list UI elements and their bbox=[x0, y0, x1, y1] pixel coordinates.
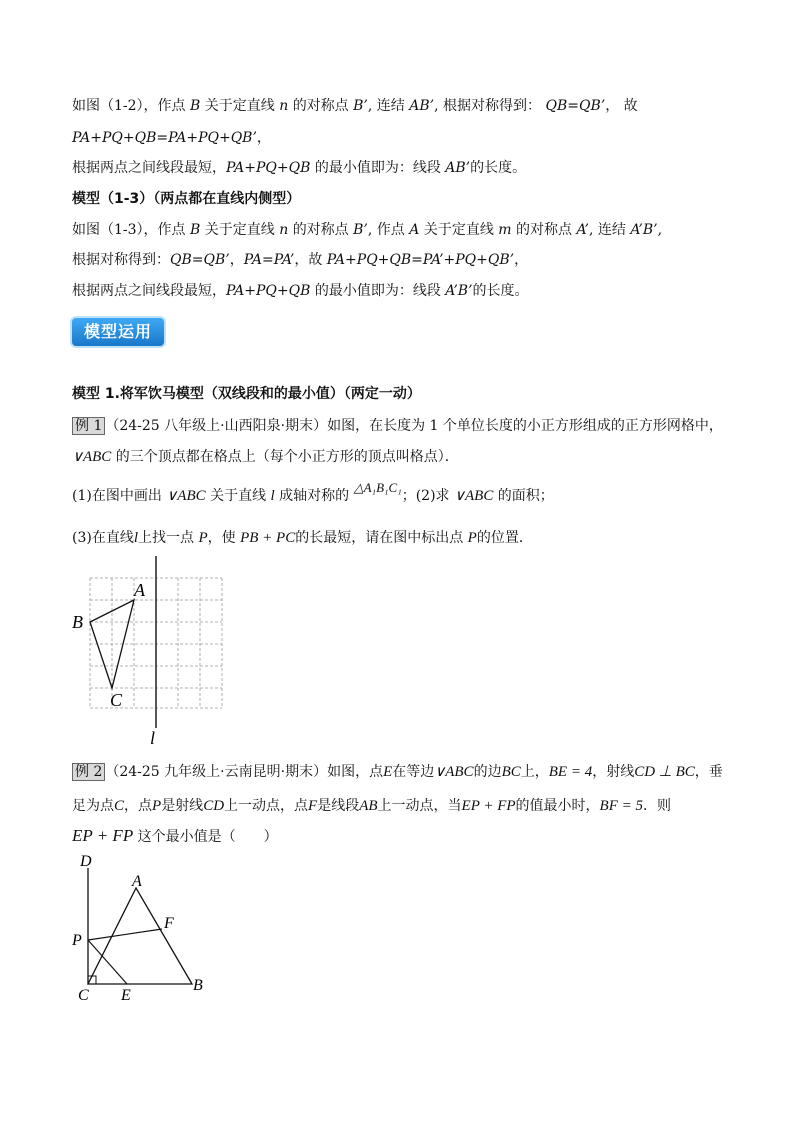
text: ，故 bbox=[294, 252, 323, 268]
example1-tag: 例 1 bbox=[72, 417, 105, 435]
math: PA+PQ+QB=PA+PQ+QB’ bbox=[72, 130, 257, 146]
math: PA+PQ+QB bbox=[226, 160, 311, 176]
model1-title: 模型 1.将军饮马模型（双线段和的最小值）（两定一动） bbox=[72, 386, 421, 402]
math: BF = 5 bbox=[599, 798, 643, 814]
text: ．则 bbox=[643, 798, 671, 814]
text: 的边 bbox=[473, 764, 502, 780]
math: CD bbox=[203, 798, 225, 814]
label-f: F bbox=[164, 915, 174, 932]
math: B bbox=[190, 98, 201, 114]
math: CD ⊥ BC bbox=[634, 764, 695, 780]
math: n bbox=[279, 98, 289, 114]
math: QB=QB’ bbox=[170, 252, 230, 268]
text: , 连结 bbox=[367, 98, 405, 114]
text: 的面积； bbox=[497, 488, 554, 504]
text: 的长度。 bbox=[472, 283, 529, 299]
label-b: B bbox=[193, 977, 203, 994]
text: 的值最小时， bbox=[515, 798, 600, 814]
text: 的对称点 bbox=[292, 98, 349, 114]
text: 的最小值即为：线段 bbox=[314, 283, 441, 299]
math: ∨ bbox=[166, 488, 178, 504]
text: 根据两点之间线段最短， bbox=[72, 283, 226, 299]
text: (3)在直线 bbox=[72, 530, 134, 546]
text: 如图（1-2），作点 bbox=[72, 98, 186, 114]
label-a: A bbox=[134, 580, 145, 600]
text: 的对称点 bbox=[292, 222, 349, 238]
text-line bbox=[72, 447, 459, 467]
text-line bbox=[72, 96, 638, 116]
text-line bbox=[72, 826, 278, 847]
math: P bbox=[152, 798, 162, 814]
text: （24-25 八年级上·山西阳泉·期末）如图，在长度为 1 个单位长度的小正方形组成的正方形网格中， bbox=[105, 418, 723, 434]
text: 关于直线 bbox=[210, 488, 267, 504]
text-line bbox=[72, 158, 526, 178]
segment-pf bbox=[88, 929, 162, 940]
text: 关于定直线 bbox=[204, 98, 275, 114]
label-c: C bbox=[110, 690, 123, 710]
text: ，点 bbox=[124, 798, 153, 814]
math: ABC bbox=[82, 449, 112, 465]
text: ， bbox=[229, 252, 244, 268]
text: 的对称点 bbox=[516, 222, 573, 238]
math: AB’ bbox=[409, 98, 435, 114]
text: , 作点 bbox=[367, 222, 405, 238]
text: ，射线 bbox=[592, 764, 635, 780]
math: A’B’ bbox=[630, 222, 658, 238]
text: ，垂 bbox=[694, 764, 723, 780]
text-line bbox=[72, 796, 671, 816]
example2-tag: 例 2 bbox=[72, 763, 105, 781]
text: 是线段 bbox=[317, 798, 360, 814]
triangle-abc bbox=[88, 888, 192, 984]
text: (1)在图中画出 bbox=[72, 488, 162, 504]
math: P bbox=[198, 530, 208, 546]
math: P bbox=[467, 530, 477, 546]
text: , 根据对称得到： bbox=[434, 98, 542, 114]
example2-figure bbox=[70, 852, 220, 1010]
math: EP + FP bbox=[72, 826, 134, 845]
text: 上找一点 bbox=[138, 530, 195, 546]
math: PA=PA’ bbox=[243, 252, 295, 268]
math: PB + PC bbox=[240, 530, 296, 546]
text: 这个最小值是（ ） bbox=[137, 829, 278, 845]
text: 的长最短，请在图中标出点 bbox=[295, 530, 464, 546]
math: ∨ bbox=[72, 449, 83, 465]
text-line bbox=[72, 528, 533, 548]
text-line bbox=[72, 220, 662, 240]
text: 根据对称得到： bbox=[72, 252, 170, 268]
text: 上一动点，点 bbox=[224, 798, 309, 814]
math: n bbox=[279, 222, 289, 238]
math: F bbox=[308, 798, 318, 814]
text: ， 故 bbox=[605, 98, 638, 114]
text: 足为点 bbox=[72, 798, 114, 814]
math: ABC bbox=[445, 764, 474, 780]
math: B bbox=[190, 222, 201, 238]
text-line bbox=[72, 480, 554, 506]
text: , bbox=[657, 222, 663, 238]
math: B’ bbox=[353, 222, 368, 238]
label-p: P bbox=[72, 932, 82, 949]
text: 关于定直线 bbox=[423, 222, 494, 238]
text: 上， bbox=[520, 764, 549, 780]
math: AB bbox=[359, 798, 378, 814]
math: BC bbox=[501, 764, 521, 780]
example1-figure bbox=[70, 556, 230, 746]
text: 成轴对称的 bbox=[279, 488, 350, 504]
math: A bbox=[409, 222, 420, 238]
math: △A₁B₁C₁ bbox=[353, 480, 402, 495]
label-l: l bbox=[150, 728, 156, 746]
math: ABC bbox=[177, 488, 206, 504]
text: 是射线 bbox=[161, 798, 204, 814]
text: ；(2)求 bbox=[401, 488, 450, 504]
text: , 连结 bbox=[588, 222, 626, 238]
math: QB=QB’ bbox=[545, 98, 606, 114]
math: EP + FP bbox=[461, 798, 516, 814]
text: 上一动点，当 bbox=[377, 798, 462, 814]
label-e: E bbox=[121, 987, 131, 1004]
math: PA+PQ+QB bbox=[226, 283, 311, 299]
label-a: A bbox=[132, 873, 142, 890]
math: PA+PQ+QB=PA’+PQ+QB’ bbox=[326, 252, 515, 268]
math: l bbox=[133, 530, 139, 546]
text: ，使 bbox=[207, 530, 236, 546]
segment-pe bbox=[88, 940, 127, 984]
text: ， bbox=[514, 252, 529, 268]
math: ∨ bbox=[434, 764, 446, 780]
text: 的最小值即为：线段 bbox=[314, 160, 441, 176]
math: B’ bbox=[353, 98, 368, 114]
math: A’B’ bbox=[445, 283, 473, 299]
text-line bbox=[72, 250, 528, 270]
text: （24-25 九年级上·云南昆明·期末）如图，点 bbox=[105, 764, 384, 780]
text: 的位置． bbox=[476, 530, 533, 546]
text-line bbox=[72, 762, 723, 782]
text: ， bbox=[256, 130, 271, 146]
text: 的长度。 bbox=[470, 160, 527, 176]
text: 关于定直线 bbox=[204, 222, 275, 238]
math: m bbox=[498, 222, 512, 238]
label-b: B bbox=[72, 612, 83, 632]
math: E bbox=[383, 764, 393, 780]
text-line bbox=[72, 128, 271, 148]
text: 如图（1-3），作点 bbox=[72, 222, 186, 238]
math: BE = 4 bbox=[548, 764, 593, 780]
label-c: C bbox=[78, 987, 89, 1004]
text-line bbox=[72, 281, 529, 301]
math: ABC bbox=[465, 488, 494, 504]
label-d: D bbox=[80, 853, 92, 870]
math: C bbox=[114, 798, 125, 814]
math: A’ bbox=[576, 222, 589, 238]
text: 根据两点之间线段最短， bbox=[72, 160, 226, 176]
text: 的三个顶点都在格点上（每个小正方形的顶点叫格点）． bbox=[115, 449, 459, 465]
model-usage-badge: 模型运用 bbox=[72, 318, 164, 346]
section-heading: 模型（1-3）（两点都在直线内侧型） bbox=[72, 191, 301, 207]
math: ∨ bbox=[454, 488, 465, 504]
text-line bbox=[72, 416, 723, 436]
math: l bbox=[270, 488, 275, 504]
text: 在等边 bbox=[392, 764, 435, 780]
math: AB’ bbox=[445, 160, 471, 176]
